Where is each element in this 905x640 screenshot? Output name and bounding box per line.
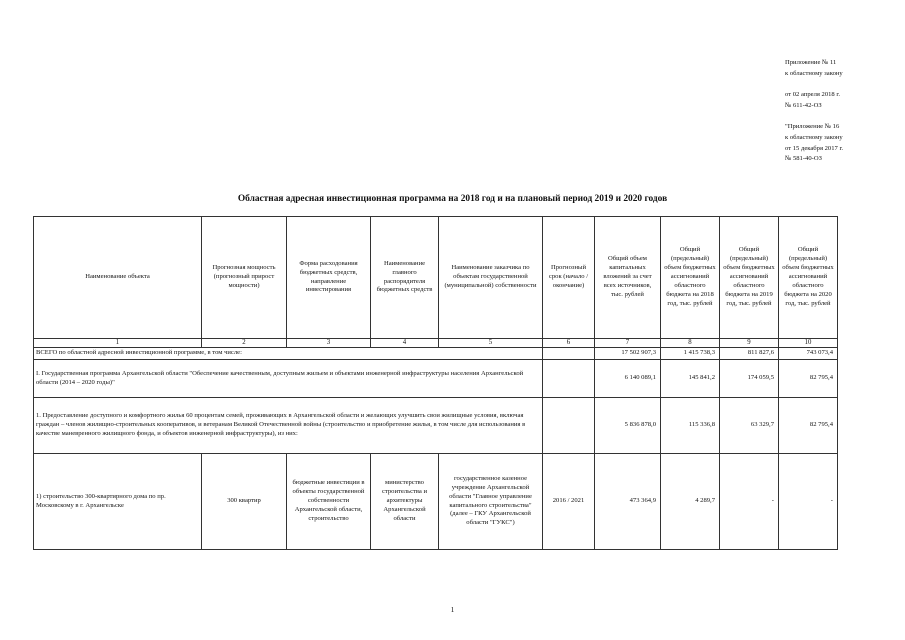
value-cell: 82 795,4 [779,398,838,454]
value-cell: 473 364,9 [595,454,661,550]
value-cell: 82 795,4 [779,360,838,398]
table-row-program [34,360,838,398]
column-number-row [34,339,838,348]
value-cell: 17 502 907,3 [595,348,661,360]
column-number: 9 [720,339,779,348]
manager-cell: министерство строительства и архитектуры Архангельской области [371,454,439,550]
annex-line: Приложение № 11 [785,59,837,66]
value-cell: 743 073,4 [779,348,838,360]
header-cell: Общий (предельный) объем бюджетных ассигнований областного бюджета на 2019 год, тыс. рублей [720,217,779,339]
table-row-section [34,398,838,454]
value-cell: - [779,454,838,550]
row-name: 1. Предоставление доступного и комфортного жилья 60 процентам семей, проживающих в Архангельской области и желающих улучшить свои жилищные условия, включая граждан – членов жилищно-строительных кооперативов, и ветеранам Великой Отечественной войны (строительство и приобретение жилья, в том числе для использования в качестве маневренного жилищного фонда, и объектов инженерной инфраструктуры), из них: [34,398,543,454]
annex-line: к областному закону [785,69,843,77]
column-number: 8 [661,339,720,348]
column-number: 6 [543,339,595,348]
row-name: I. Государственная программа Архангельской области "Обеспечение качественным, доступным жильем и объектами инженерной инфраструктуры населения Архангельской области (2014 – 2020 годы)" [34,360,543,398]
column-number: 1 [34,339,202,348]
value-cell: 811 827,6 [720,348,779,360]
annex-line: № 611-42-ОЗ [785,101,822,109]
column-number: 7 [595,339,661,348]
value-cell: 145 841,2 [661,360,720,398]
column-number: 5 [439,339,543,348]
annex-note [785,58,900,165]
empty-cell [543,348,595,360]
header-cell: Наименование главного распорядителя бюджетных средств [371,217,439,339]
header-cell: Прогнозный срок (начало / окончание) [543,217,595,339]
customer-cell: государственное казенное учреждение Архангельской области "Главное управление капитального строительства" (далее – ГКУ Архангельской области "ГУКС") [439,454,543,550]
header-cell: Форма расходования бюджетных средств, направление инвестирования [287,217,371,339]
column-number: 2 [202,339,287,348]
header-cell: Общий (предельный) объем бюджетных ассигнований областного бюджета на 2018 год, тыс. рублей [661,217,720,339]
empty-cell [543,360,595,398]
value-cell: - [720,454,779,550]
header-cell: Наименование объекта [34,217,202,339]
annex-line: к областному закону [785,133,843,141]
value-cell: 174 059,5 [720,360,779,398]
value-cell: 6 140 089,1 [595,360,661,398]
column-number: 4 [371,339,439,348]
row-name: ВСЕГО по областной адресной инвестиционной программе, в том числе: [34,348,543,360]
row-name: 1) строительство 300-квартирного дома по пр. Московскому в г. Архангельске [34,454,202,550]
table-row-total [34,348,838,360]
column-number: 3 [287,339,371,348]
empty-cell [543,398,595,454]
header-cell: Прогнозная мощность (прогнозный прирост мощности) [202,217,287,339]
table-row [34,454,838,550]
header-cell: Общий (предельный) объем бюджетных ассигнований областного бюджета на 2020 год, тыс. рублей [779,217,838,339]
annex-line: № 581-40-ОЗ [785,155,822,163]
annex-line: "Приложение № 16 [785,123,840,131]
term-cell: 2016 / 2021 [543,454,595,550]
value-cell: 5 836 878,0 [595,398,661,454]
header-cell: Общий объем капитальных вложений за счет всех источников, тыс. рублей [595,217,661,339]
annex-line: от 02 апреля 2018 г. [785,91,840,99]
value-cell: 1 415 738,3 [661,348,720,360]
annex-line: от 15 декабря 2017 г. [785,144,844,152]
column-number: 10 [779,339,838,348]
value-cell: 115 336,8 [661,398,720,454]
investment-table [33,216,838,550]
capacity-cell: 300 квартир [202,454,287,550]
header-cell: Наименование заказчика по объектам государственной (муниципальной) собственности [439,217,543,339]
page-number: 1 [450,605,455,614]
document-title: Областная адресная инвестиционная программа на 2018 год и на плановый период 2019 и 2020 годов [237,194,668,204]
value-cell: 4 289,7 [661,454,720,550]
value-cell: 63 329,7 [720,398,779,454]
table-header-row [34,217,838,339]
form-cell: бюджетные инвестиции в объекты государственной собственности Архангельской области, строительство [287,454,371,550]
